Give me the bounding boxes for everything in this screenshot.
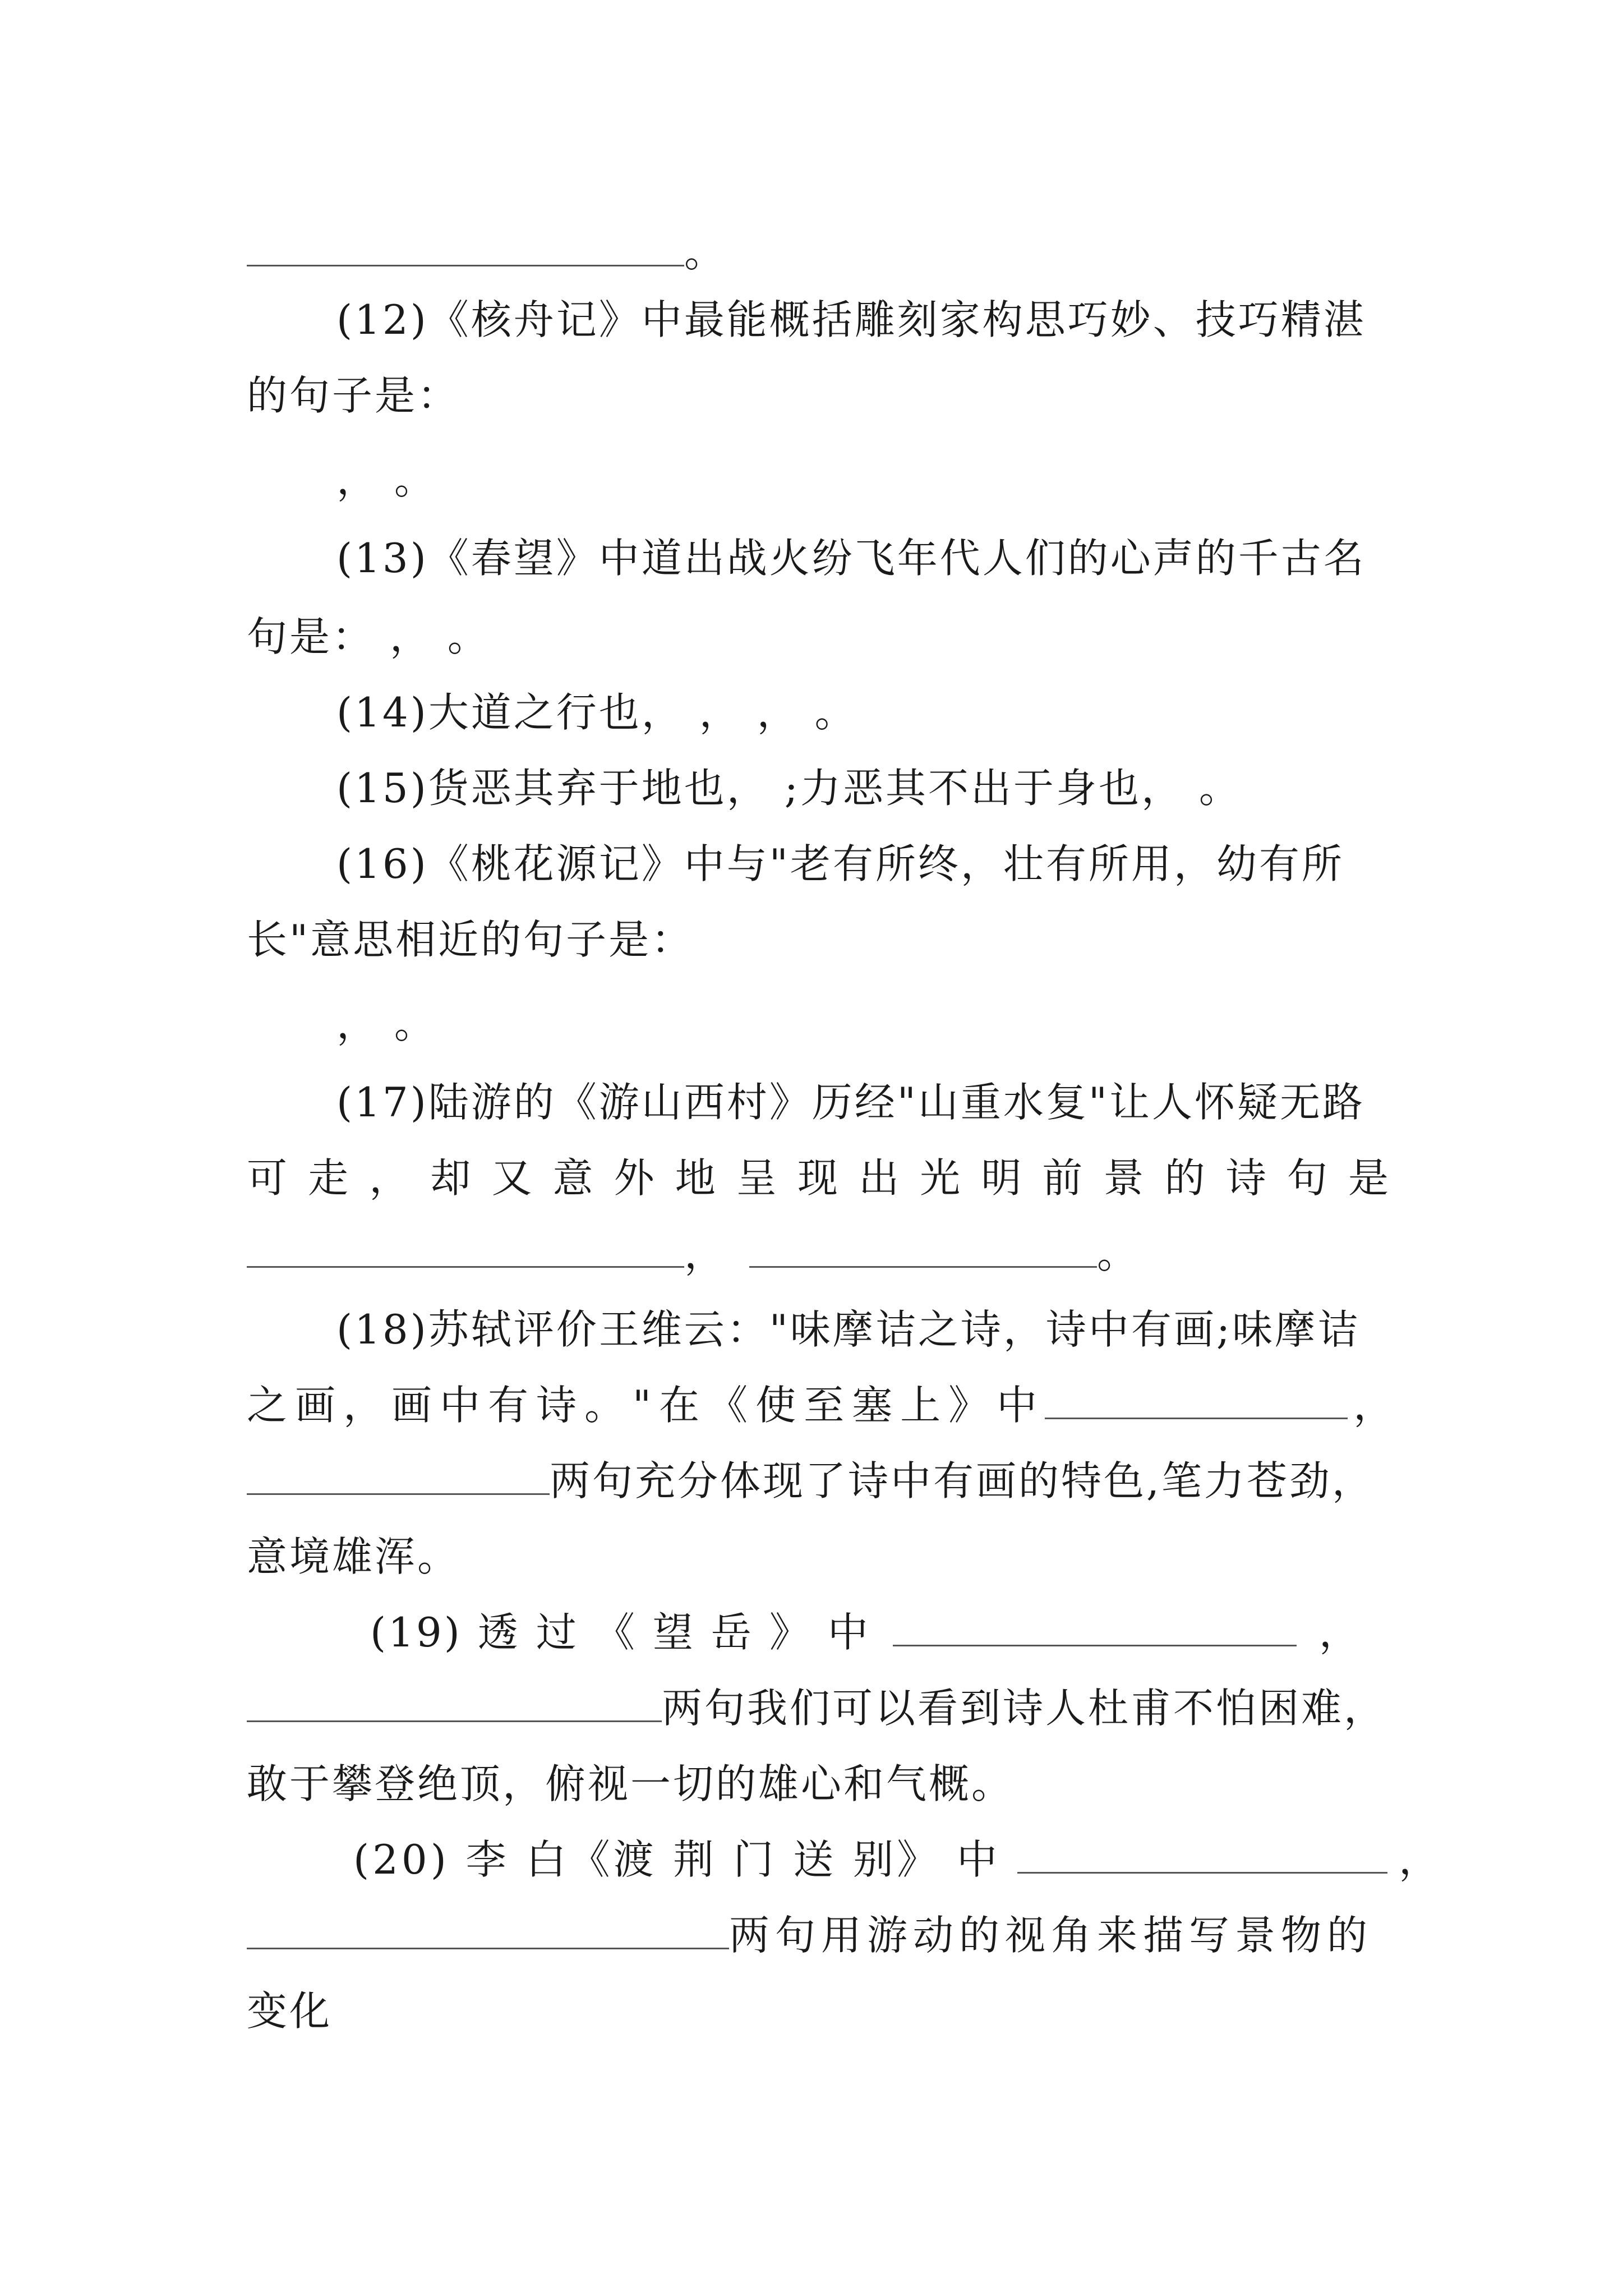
answer-blank[interactable] <box>247 1454 550 1495</box>
question-20-line-2: 两句用游动的视角来描写景物的 <box>247 1907 1391 1963</box>
question-19-line-1: (19) 透 过 《 望 岳 》 中 ， <box>370 1604 1391 1660</box>
answer-blank[interactable] <box>247 1227 684 1268</box>
question-13-line-2: 句是： ， 。 <box>247 613 490 660</box>
line-continuation: 。 <box>247 224 1391 280</box>
answer-blank[interactable] <box>247 226 684 266</box>
answer-blank[interactable] <box>893 1605 1297 1646</box>
question-17-line-1: (17)陆游的《游山西村》历经"山重水复"让人怀疑无路 <box>336 1079 1366 1126</box>
question-16-answer: ， 。 <box>336 1000 437 1047</box>
answer-blank[interactable] <box>1045 1378 1348 1419</box>
question-12-line-2: 的句子是： <box>247 372 460 419</box>
answer-blank[interactable] <box>1017 1833 1387 1874</box>
question-18-line-1: (18)苏轼评价王维云："味摩诘之诗，诗中有画;味摩诘 <box>336 1306 1361 1353</box>
question-18-line-2: 之画，画中有诗。"在《使至塞上》中 ， <box>247 1377 1391 1433</box>
question-13-line-1: (13)《春望》中道出战火纷飞年代人们的心声的千古名 <box>336 535 1366 582</box>
question-19-line-2: 两句我们可以看到诗人杜甫不怕困难， <box>247 1680 1391 1736</box>
answer-blank[interactable] <box>247 1681 662 1722</box>
question-16-line-1: (16)《桃花源记》中与"老有所终，壮有所用，幼有所 <box>336 840 1344 887</box>
question-12-line-1: (12)《核舟记》中最能概括雕刻家构思巧妙、技巧精湛 <box>336 296 1366 343</box>
answer-blank[interactable] <box>247 1908 729 1949</box>
question-20-line-1: (20) 李 白《渡 荆 门 送 别》 中 ， <box>353 1832 1497 1888</box>
question-20-line-3: 变化 <box>247 1987 333 2035</box>
question-15: (15)货恶其弃于地也， ;力恶其不出于身也， 。 <box>336 765 1242 812</box>
question-17-line-2: 可 走 ， 却 又 意 外 地 呈 现 出 光 明 前 景 的 诗 句 是 <box>247 1154 1391 1202</box>
question-18-line-3: 两句充分体现了诗中有画的特色,笔力苍劲， <box>247 1453 1391 1509</box>
question-18-line-4: 意境雄浑。 <box>247 1533 460 1580</box>
question-19-line-3: 敢于攀登绝顶，俯视一切的雄心和气概。 <box>247 1760 1015 1807</box>
question-17-line-3: ， 。 <box>247 1226 1391 1282</box>
answer-blank[interactable] <box>749 1227 1097 1268</box>
question-12-answer: ， 。 <box>336 456 437 503</box>
question-16-line-2: 长"意思相近的句子是： <box>247 916 694 963</box>
question-14: (14)大道之行也， ， ， 。 <box>336 689 857 736</box>
